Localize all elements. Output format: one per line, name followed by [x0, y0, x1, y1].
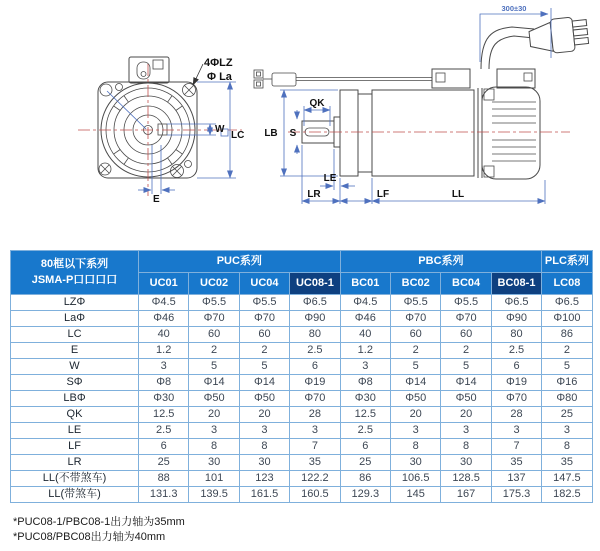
table-cell: 86 — [340, 471, 390, 487]
series-header-row — [11, 251, 593, 273]
table-cell: 5 — [239, 359, 289, 375]
table-cell: 175.3 — [491, 487, 541, 503]
table-cell: Φ14 — [239, 375, 289, 391]
table-cell: Φ5.5 — [189, 295, 239, 311]
table-cell: 2 — [391, 343, 441, 359]
row-label: W — [11, 359, 139, 375]
column-header-uc04: UC04 — [239, 273, 289, 295]
table-cell: Φ5.5 — [239, 295, 289, 311]
table-cell: 8 — [542, 439, 592, 455]
table-cell: Φ14 — [189, 375, 239, 391]
table-row — [11, 423, 593, 439]
front-key-width-label: W — [215, 124, 225, 135]
table-cell: 25 — [139, 455, 189, 471]
table-cell: Φ90 — [290, 311, 340, 327]
side-shaft-length-label: LR — [307, 189, 321, 200]
group-header-plc: PLC系列 — [542, 251, 592, 273]
table-cell: 145 — [391, 487, 441, 503]
table-cell: 3 — [189, 423, 239, 439]
table-cell: 2 — [189, 343, 239, 359]
table-cell: 20 — [441, 407, 491, 423]
table-cell: 161.5 — [239, 487, 289, 503]
table-cell: Φ5.5 — [391, 295, 441, 311]
table-cell: 7 — [290, 439, 340, 455]
table-cell: 137 — [491, 471, 541, 487]
spec-table — [10, 250, 593, 503]
front-frame-size-label: LC — [231, 130, 245, 141]
table-cell: Φ90 — [491, 311, 541, 327]
table-cell: 2.5 — [491, 343, 541, 359]
group-header-pbc: PBC系列 — [340, 251, 542, 273]
table-cell: 60 — [239, 327, 289, 343]
table-row — [11, 471, 593, 487]
table-row — [11, 375, 593, 391]
table-cell: Φ6.5 — [491, 295, 541, 311]
table-cell: 3 — [491, 423, 541, 439]
table-cell: 20 — [239, 407, 289, 423]
table-cell: 123 — [239, 471, 289, 487]
table-row — [11, 311, 593, 327]
row-label: LF — [11, 439, 139, 455]
table-cell: 182.5 — [542, 487, 592, 503]
column-header-uc01: UC01 — [139, 273, 189, 295]
footnote-1: *PUC08-1/PBC08-1出力轴为35mm — [13, 516, 185, 528]
row-label: LC — [11, 327, 139, 343]
row-label: LL(不带煞车) — [11, 471, 139, 487]
table-cell: 5 — [189, 359, 239, 375]
table-row — [11, 439, 593, 455]
table-cell: Φ100 — [542, 311, 592, 327]
table-cell: 6 — [139, 439, 189, 455]
table-cell: Φ70 — [189, 311, 239, 327]
table-cell: 8 — [239, 439, 289, 455]
table-cell: 3 — [441, 423, 491, 439]
table-cell: Φ16 — [542, 375, 592, 391]
table-cell: Φ19 — [290, 375, 340, 391]
table-cell: 28 — [491, 407, 541, 423]
table-row — [11, 327, 593, 343]
row-label: LaΦ — [11, 311, 139, 327]
table-cell: Φ30 — [139, 391, 189, 407]
table-cell: 60 — [189, 327, 239, 343]
table-cell: 20 — [391, 407, 441, 423]
table-cell: 3 — [290, 423, 340, 439]
table-row — [11, 455, 593, 471]
table-cell: 8 — [189, 439, 239, 455]
table-cell: Φ4.5 — [139, 295, 189, 311]
table-cell: Φ70 — [239, 311, 289, 327]
table-cell: 1.2 — [340, 343, 390, 359]
table-cell: Φ70 — [491, 391, 541, 407]
table-cell: Φ14 — [441, 375, 491, 391]
group-header-puc: PUC系列 — [139, 251, 341, 273]
column-header-uc08-1: UC08-1 — [290, 273, 340, 295]
row-label: QK — [11, 407, 139, 423]
row-label: SΦ — [11, 375, 139, 391]
table-cell: 2 — [441, 343, 491, 359]
table-cell: 6 — [340, 439, 390, 455]
row-label: LE — [11, 423, 139, 439]
table-cell: Φ80 — [542, 391, 592, 407]
column-header-bc04: BC04 — [441, 273, 491, 295]
table-cell: 8 — [391, 439, 441, 455]
table-cell: Φ70 — [290, 391, 340, 407]
row-label: LR — [11, 455, 139, 471]
table-cell: 131.3 — [139, 487, 189, 503]
table-cell: 2.5 — [290, 343, 340, 359]
table-cell: 3 — [139, 359, 189, 375]
front-bolt-hole-label: 4ΦLZ — [204, 57, 233, 69]
table-cell: 167 — [441, 487, 491, 503]
table-cell: 2.5 — [340, 423, 390, 439]
table-cell: Φ19 — [491, 375, 541, 391]
table-cell: 30 — [441, 455, 491, 471]
table-cell: 5 — [391, 359, 441, 375]
table-cell: Φ70 — [441, 311, 491, 327]
footnotes — [13, 515, 600, 545]
table-cell: 3 — [340, 359, 390, 375]
table-cell: 2 — [542, 343, 592, 359]
row-label: LL(带煞车) — [11, 487, 139, 503]
table-cell: 2.5 — [139, 423, 189, 439]
front-key-offset-label: E — [153, 194, 160, 205]
column-header-uc02: UC02 — [189, 273, 239, 295]
table-cell: 8 — [441, 439, 491, 455]
column-header-bc02: BC02 — [391, 273, 441, 295]
table-cell: 6 — [491, 359, 541, 375]
table-cell: 3 — [391, 423, 441, 439]
table-row — [11, 487, 593, 503]
spec-table-body — [11, 295, 593, 503]
footnote-2: *PUC08/PBC08出力轴为40mm — [13, 530, 166, 543]
table-cell: 1.2 — [139, 343, 189, 359]
table-cell: 139.5 — [189, 487, 239, 503]
table-cell: 3 — [239, 423, 289, 439]
table-cell: 60 — [441, 327, 491, 343]
side-shaft-diameter-label: S — [289, 128, 297, 139]
corner-header-line2: JSMA-P口口口口 — [31, 273, 118, 286]
table-cell: 40 — [340, 327, 390, 343]
table-cell: 30 — [239, 455, 289, 471]
table-cell: Φ50 — [391, 391, 441, 407]
table-cell: Φ6.5 — [290, 295, 340, 311]
table-cell: Φ50 — [441, 391, 491, 407]
table-cell: 129.3 — [340, 487, 390, 503]
table-cell: 40 — [139, 327, 189, 343]
table-cell: 25 — [542, 407, 592, 423]
table-cell: Φ6.5 — [542, 295, 592, 311]
table-cell: 5 — [542, 359, 592, 375]
table-cell: 30 — [189, 455, 239, 471]
table-cell: 25 — [340, 455, 390, 471]
table-cell: 12.5 — [139, 407, 189, 423]
row-label: LZΦ — [11, 295, 139, 311]
table-cell: Φ5.5 — [441, 295, 491, 311]
table-cell: Φ46 — [139, 311, 189, 327]
side-view-drawing — [254, 4, 589, 204]
motor-dimension-diagram — [0, 0, 600, 246]
corner-header-line1: 80框以下系列 — [40, 257, 109, 270]
column-header-lc08: LC08 — [542, 273, 592, 295]
row-label: E — [11, 343, 139, 359]
table-cell: Φ14 — [391, 375, 441, 391]
table-cell: 7 — [491, 439, 541, 455]
table-row — [11, 295, 593, 311]
table-cell: Φ46 — [340, 311, 390, 327]
front-flange-circle-label: Φ La — [207, 71, 232, 83]
side-flange-thickness-label: LF — [376, 189, 390, 200]
table-cell: 35 — [290, 455, 340, 471]
table-row — [11, 391, 593, 407]
table-cell: 122.2 — [290, 471, 340, 487]
table-cell: 5 — [441, 359, 491, 375]
table-cell: Φ50 — [239, 391, 289, 407]
table-cell: 3 — [542, 423, 592, 439]
table-cell: 80 — [290, 327, 340, 343]
table-cell: Φ30 — [340, 391, 390, 407]
table-row — [11, 343, 593, 359]
side-pilot-diameter-label: LB — [264, 128, 278, 139]
table-cell: 28 — [290, 407, 340, 423]
corner-header — [11, 251, 139, 295]
table-cell: 6 — [290, 359, 340, 375]
table-cell: 101 — [189, 471, 239, 487]
table-cell: 160.5 — [290, 487, 340, 503]
table-row — [11, 359, 593, 375]
side-pilot-depth-label: LE — [323, 173, 337, 184]
table-cell: 30 — [391, 455, 441, 471]
table-row — [11, 407, 593, 423]
table-cell: 20 — [189, 407, 239, 423]
table-cell: Φ50 — [189, 391, 239, 407]
table-cell: Φ4.5 — [340, 295, 390, 311]
table-cell: 35 — [491, 455, 541, 471]
table-cell: 12.5 — [340, 407, 390, 423]
table-cell: 86 — [542, 327, 592, 343]
column-header-bc08-1: BC08-1 — [491, 273, 541, 295]
table-cell: 147.5 — [542, 471, 592, 487]
table-cell: 88 — [139, 471, 189, 487]
table-cell: Φ8 — [139, 375, 189, 391]
table-cell: 35 — [542, 455, 592, 471]
side-body-length-label: LL — [451, 189, 465, 200]
front-view-drawing — [78, 57, 244, 205]
table-cell: 80 — [491, 327, 541, 343]
cable-length-label: 300±30 — [501, 4, 527, 13]
table-cell: Φ70 — [391, 311, 441, 327]
table-cell: Φ8 — [340, 375, 390, 391]
table-cell: 128.5 — [441, 471, 491, 487]
row-label: LBΦ — [11, 391, 139, 407]
column-header-bc01: BC01 — [340, 273, 390, 295]
table-cell: 60 — [391, 327, 441, 343]
side-key-length-label: QK — [309, 98, 325, 109]
table-cell: 2 — [239, 343, 289, 359]
table-cell: 106.5 — [391, 471, 441, 487]
